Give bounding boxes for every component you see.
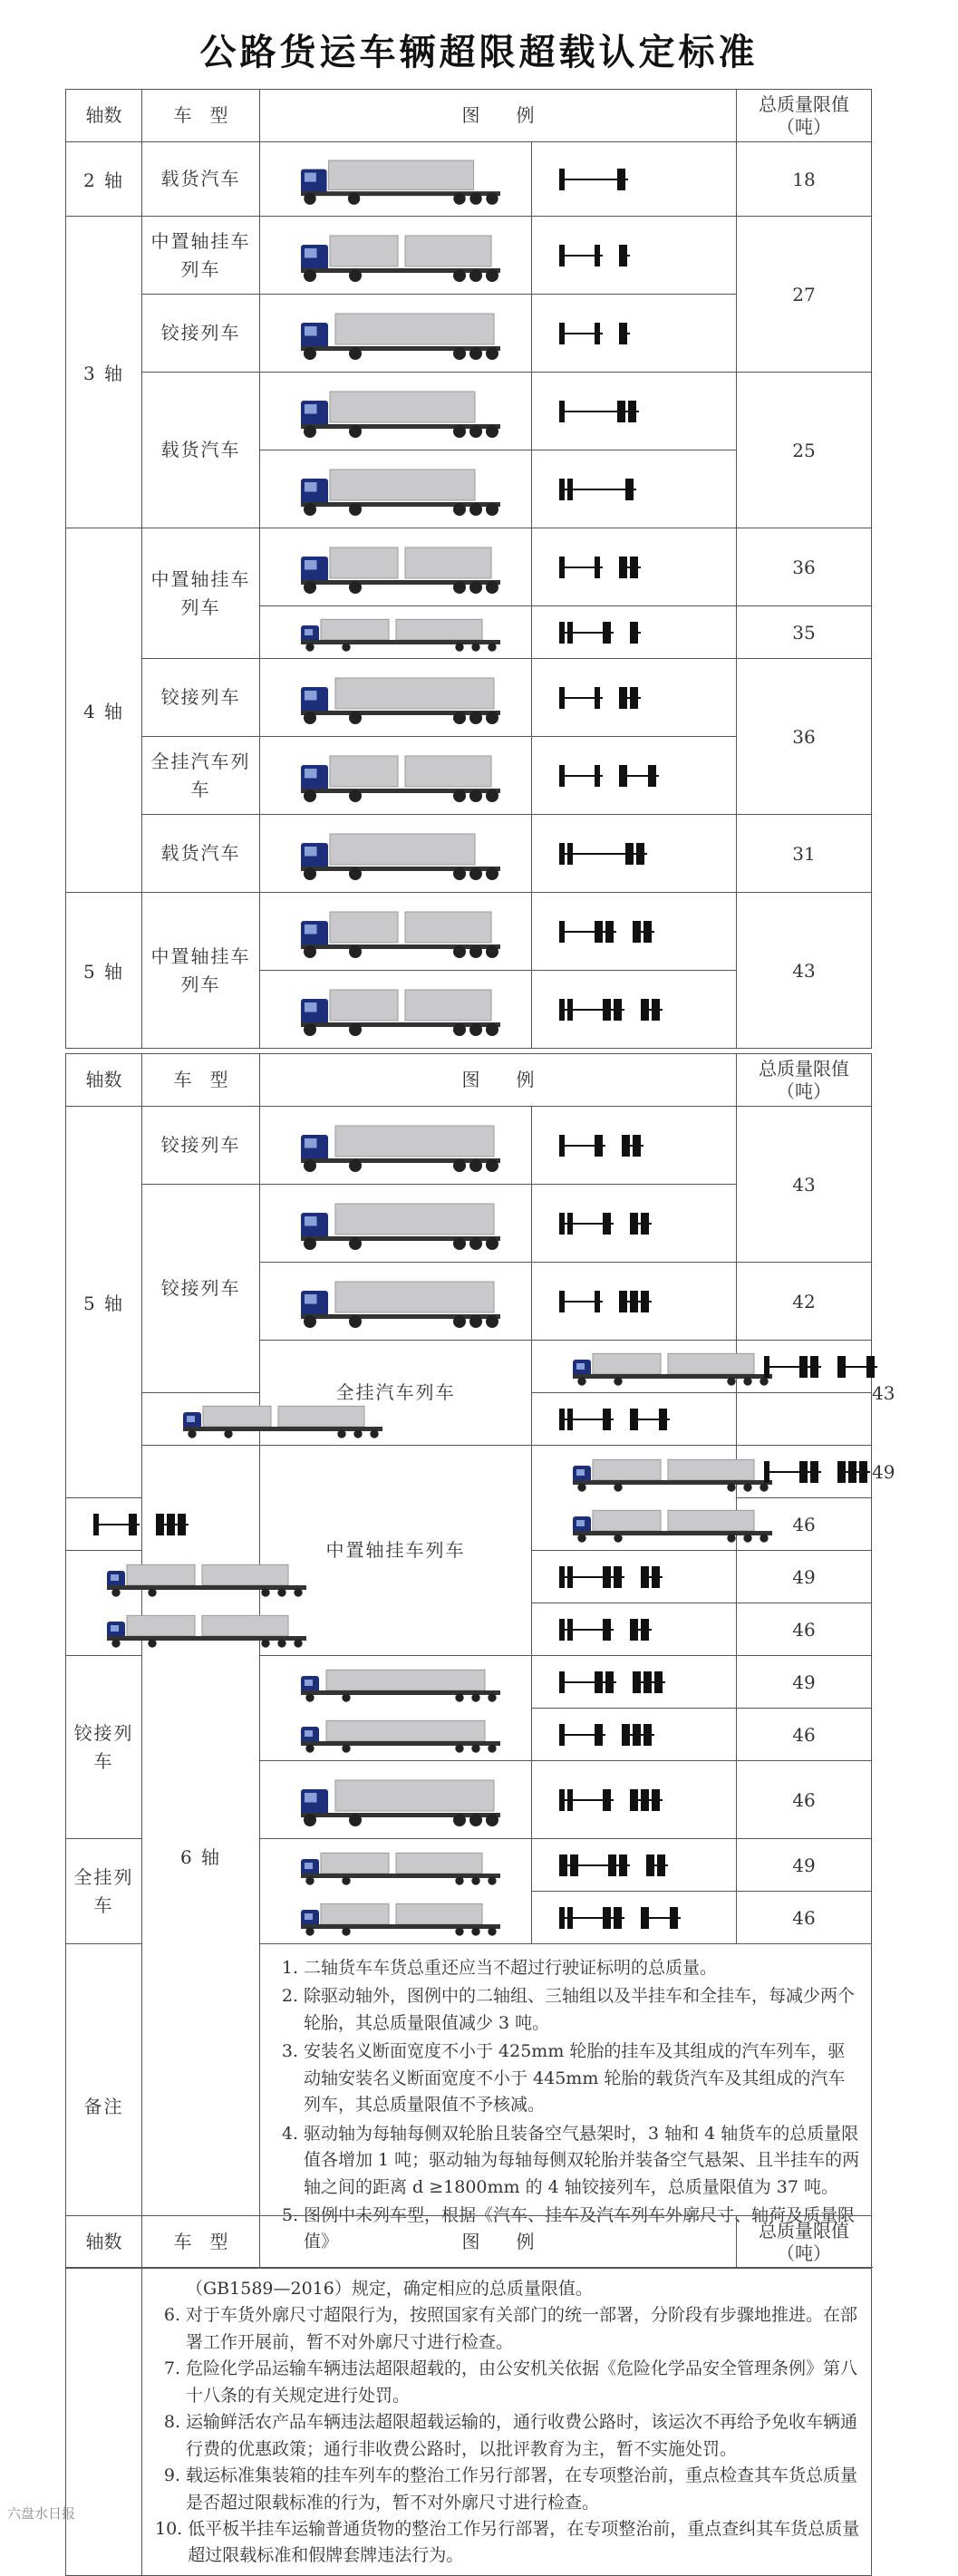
vehicle-type: 铰接列车 xyxy=(66,1656,142,1839)
axle-diagram xyxy=(532,1604,737,1655)
vehicle-type: 全挂列车 xyxy=(66,1839,142,1944)
vehicle-type: 全挂汽车列车 xyxy=(142,737,260,815)
truck-image xyxy=(260,451,532,528)
weight-limit: 42 xyxy=(737,1263,872,1341)
truck-image xyxy=(142,1394,414,1445)
truck-image xyxy=(260,373,532,450)
note-item: 3. 安装名义断面宽度不小于 425mm 轮胎的挂车及其组成的汽车列车，驱动轴安装名义断面宽度不小于 445mm 轮胎的载货汽车及其组成的汽车列车，其总质量限值不予核减。 xyxy=(281,2041,846,2116)
header-axles: 轴数 xyxy=(66,90,142,142)
truck-image xyxy=(260,738,532,814)
vehicle-type: 铰接列车 xyxy=(142,295,260,373)
vehicle-type: 全挂汽车列车 xyxy=(260,1341,532,1446)
note-item: 2. 除驱动轴外，图例中的二轴组、三轴组以及半挂车和全挂车，每减少两个轮胎，其总质量限值减少 3 吨。 xyxy=(281,1986,856,2033)
weight-limit: 49 xyxy=(737,1551,872,1603)
note-item: 8. 运输鲜活农产品车辆违法超限超载运输的，通行收费公路时，该运次不再给予免收车辆通行费的优惠政策；通行非收费公路时，以批评教育为主，暂不实施处罚。 xyxy=(163,2412,858,2459)
weight-limit: 25 xyxy=(737,373,872,528)
header-axles: 轴数 xyxy=(66,1054,142,1107)
axle-count: 6 轴 xyxy=(142,1446,260,2268)
weight-limit: 46 xyxy=(737,1498,872,1551)
axle-count: 5 轴 xyxy=(66,893,142,1049)
axle-diagram xyxy=(737,1341,942,1392)
limits-table-3 xyxy=(65,2215,872,2576)
page-title: 公路货运车辆超限超载认定标准 xyxy=(199,31,759,73)
truck-image xyxy=(260,1658,532,1759)
header-limit: 总质量限值 （吨） xyxy=(737,2216,872,2269)
truck-image xyxy=(260,1841,532,1942)
axle-diagram xyxy=(532,1709,737,1760)
header-diagram: 图 例 xyxy=(260,1054,737,1107)
truck-image xyxy=(260,1186,532,1262)
axle-diagram xyxy=(532,373,737,450)
weight-limit: 46 xyxy=(737,1892,872,1944)
header-diagram: 图 例 xyxy=(260,2216,737,2269)
axle-diagram xyxy=(532,972,737,1048)
weight-limit: 36 xyxy=(737,528,872,606)
axle-diagram xyxy=(532,1762,737,1838)
note-item: 5. 图例中未列车型，根据《汽车、挂车及汽车列车外廓尺寸、轴荷及质量限值》 xyxy=(281,2204,856,2252)
axle-diagram xyxy=(532,218,737,294)
weight-limit: 31 xyxy=(737,815,872,893)
axle-diagram xyxy=(737,1447,942,1497)
vehicle-type: 铰接列车 xyxy=(142,1185,260,1393)
axle-count: 4 轴 xyxy=(66,528,142,893)
truck-image xyxy=(260,218,532,294)
axle-diagram xyxy=(532,816,737,892)
truck-image xyxy=(260,607,532,658)
axle-diagram xyxy=(532,1893,737,1943)
notes-label: 备注 xyxy=(66,1944,142,2268)
vehicle-type: 铰接列车 xyxy=(142,659,260,737)
vehicle-type: 铰接列车 xyxy=(142,1107,260,1185)
axle-diagram xyxy=(532,529,737,605)
weight-limit: 49 xyxy=(737,1839,872,1892)
weight-limit: 43 xyxy=(737,893,872,1049)
axle-diagram xyxy=(532,1840,737,1891)
truck-image xyxy=(260,1762,532,1838)
axle-count: 3 轴 xyxy=(66,217,142,528)
vehicle-type: 载货汽车 xyxy=(142,815,260,893)
axle-diagram xyxy=(532,660,737,736)
truck-image xyxy=(66,1553,338,1654)
axle-diagram xyxy=(532,1186,737,1262)
note-item: （GB1589—2016）规定，确定相应的总质量限值。 xyxy=(186,2279,593,2299)
limits-table-1 xyxy=(65,89,872,1049)
truck-image xyxy=(260,972,532,1048)
axle-diagram xyxy=(532,738,737,814)
weight-limit: 46 xyxy=(737,1709,872,1761)
weight-limit: 46 xyxy=(737,1761,872,1839)
header-type: 车 型 xyxy=(142,2216,260,2269)
axle-diagram xyxy=(532,1657,737,1708)
axle-diagram xyxy=(532,607,737,658)
truck-image xyxy=(260,143,532,216)
header-limit: 总质量限值 （吨） xyxy=(737,1054,872,1107)
vehicle-type: 中置轴挂车列车 xyxy=(142,893,260,1049)
truck-image xyxy=(260,295,532,372)
axle-diagram xyxy=(532,894,737,970)
axle-diagram xyxy=(66,1499,271,1550)
truck-image xyxy=(260,529,532,605)
axle-diagram xyxy=(532,295,737,372)
axle-count: 5 轴 xyxy=(66,1107,142,1498)
header-limit: 总质量限值 （吨） xyxy=(737,90,872,142)
limits-table-2: 轴数 车 型 图 例 总质量限值 （吨） 5 轴 铰接列车 43 铰接列车 42 全挂汽车列车 43 6 轴 中置轴挂车列车 49 46 49 46 铰接列车 49 46 46 全挂列车 49 46 备注 1. 二轴货车车货总重还应当不超过行驶证标明的总质量。 2. 除驱动轴外，图例中的二轴组、三轴组以及半挂车和全挂车，每减少两个轮胎，其总质量限值减少 3 吨。 3. 安装名义断面宽度不小于 425mm 轮胎的挂车及其组成的汽车列车，驱动轴安装名义断面宽度不小于 445mm 轮胎的载货汽车及其组成的汽车列车，其总质量限值不予核减。 4. 驱动轴为每轴每侧双轮胎且装备空气悬架时，3 轴和 4 轴货车的总质量限值各增加 1 吨；驱动轴为每轴每侧双轮胎并装备空气悬架、且半挂车的两轴之间的距离 d ≥1800mm 的 4 轴铰接列车，总质量限值为 37 吨。 5. 图例中未列车型，根据《汽车、挂车及汽车列车外廓尺寸、轴荷及质量限值》 xyxy=(65,1053,872,2268)
vehicle-type: 载货汽车 xyxy=(142,373,260,528)
header-diagram: 图 例 xyxy=(260,90,737,142)
axle-count: 2 轴 xyxy=(66,142,142,217)
notes-continued xyxy=(142,2269,872,2576)
axle-diagram xyxy=(532,451,737,528)
weight-limit: 35 xyxy=(737,606,872,659)
note-item: 10. 低平板半挂车运输普通货物的整治工作另行部署，在专项整治前，重点查纠其车货总质量超过限载标准和假牌套牌违法行为。 xyxy=(155,2518,860,2566)
truck-image xyxy=(260,894,532,970)
axle-diagram xyxy=(532,1394,737,1445)
axle-diagram xyxy=(532,143,737,216)
header-axles: 轴数 xyxy=(66,2216,142,2269)
header-type: 车 型 xyxy=(142,90,260,142)
vehicle-type: 中置轴挂车列车 xyxy=(260,1446,532,1656)
watermark: 六盘水日报 xyxy=(7,2505,76,2522)
weight-limit: 49 xyxy=(737,1656,872,1709)
vehicle-type: 中置轴挂车列车 xyxy=(142,528,260,659)
weight-limit: 43 xyxy=(737,1107,872,1263)
note-item: 4. 驱动轴为每轴每侧双轮胎且装备空气悬架时，3 轴和 4 轴货车的总质量限值各增加 1 吨；驱动轴为每轴每侧双轮胎并装备空气悬架、且半挂车的两轴之间的距离 d ≥1800mm 的 4 轴铰接列车，总质量限值为 37 吨。 xyxy=(281,2123,860,2197)
truck-image xyxy=(260,1108,532,1184)
note-item: 9. 载运标准集装箱的挂车列车的整治工作另行部署，在专项整治前，重点检查其车货总质量是否超过限载标准的行为，暂不对外廓尺寸进行检查。 xyxy=(163,2465,858,2513)
note-item: 7. 危险化学品运输车辆违法超限超载的，由公安机关依据《危险化学品安全管理条例》第八十八条的有关规定进行处罚。 xyxy=(163,2358,858,2406)
truck-image xyxy=(260,1264,532,1340)
header-type: 车 型 xyxy=(142,1054,260,1107)
vehicle-type: 中置轴挂车列车 xyxy=(142,217,260,295)
weight-limit: 46 xyxy=(737,1603,872,1656)
axle-diagram xyxy=(532,1264,737,1340)
weight-limit: 27 xyxy=(737,217,872,373)
note-item: 6. 对于车货外廓尺寸超限行为，按照国家有关部门的统一部署，分阶段有步骤地推进。在部署工作开展前，暂不对外廓尺寸进行检查。 xyxy=(163,2305,858,2352)
weight-limit: 36 xyxy=(737,659,872,815)
truck-image xyxy=(260,816,532,892)
axle-diagram xyxy=(532,1108,737,1184)
weight-limit: 18 xyxy=(737,142,872,217)
note-item: 1. 二轴货车车货总重还应当不超过行驶证标明的总质量。 xyxy=(281,1958,718,1978)
truck-image xyxy=(260,660,532,736)
vehicle-type: 载货汽车 xyxy=(142,142,260,217)
axle-diagram xyxy=(532,1552,737,1603)
